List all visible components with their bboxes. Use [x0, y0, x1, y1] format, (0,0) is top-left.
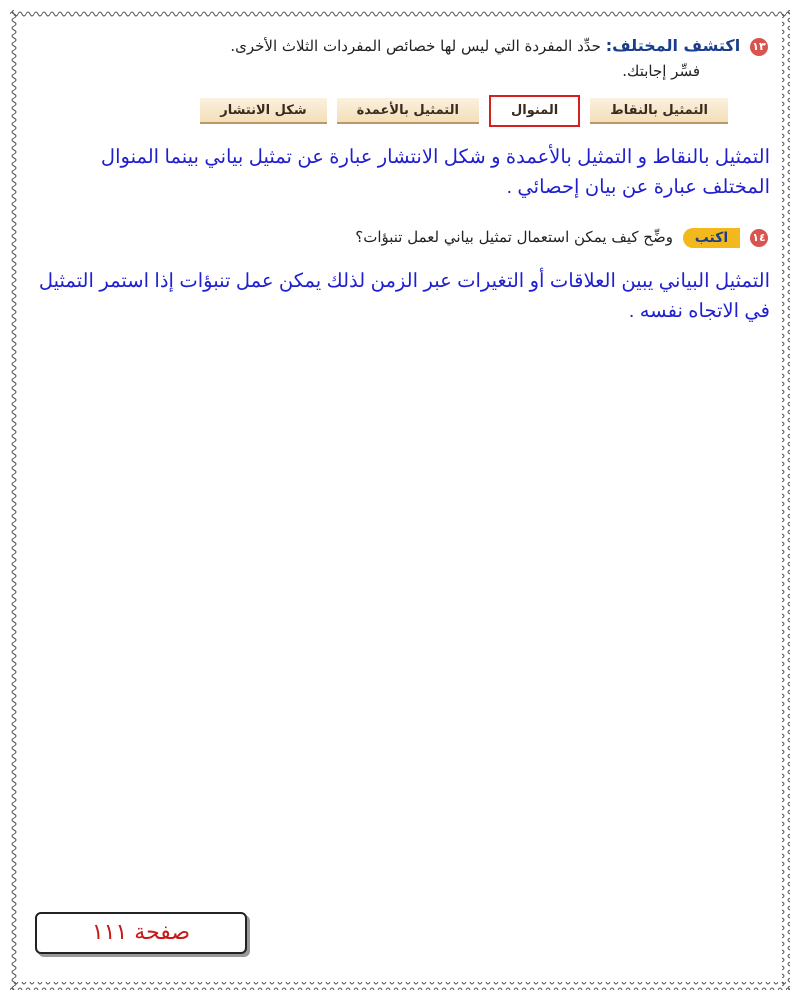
question-14-prompt: وضِّح كيف يمكن استعمال تمثيل بياني لعمل تنبؤات؟: [355, 228, 673, 246]
question-number-14: ١٤: [750, 229, 768, 247]
answer-13: التمثيل بالنقاط و التمثيل بالأعمدة و شكل الانتشار عبارة عن تمثيل بياني بينما المنوال المختلف عبارة عن بيان إحصائي .: [100, 146, 770, 198]
question-13: [230, 36, 768, 56]
option-bar-graph[interactable]: التمثيل بالأعمدة: [337, 98, 479, 124]
page-number-label: صفحة ١١١: [35, 912, 247, 954]
option-mode-selected[interactable]: المنوال: [489, 95, 580, 127]
question-13-title: اكتشف المختلف:: [605, 36, 741, 55]
question-number-13: ١٣: [750, 38, 768, 56]
worksheet-content: [30, 30, 770, 970]
question-14: [355, 228, 768, 248]
option-dot-plot[interactable]: التمثيل بالنقاط: [590, 98, 728, 124]
option-scatter-plot[interactable]: شكل الانتشار: [200, 98, 326, 124]
write-badge: اكتب: [683, 228, 740, 248]
question-13-prompt: حدِّد المفردة التي ليس لها خصائص المفردات الثلاث الأخرى.: [230, 37, 601, 55]
options-row: [190, 98, 728, 127]
question-13-prompt-2: فسِّر إجابتك.: [622, 62, 700, 80]
answer-14: التمثيل البياني يبين العلاقات أو التغيرات عبر الزمن لذلك يمكن عمل تنبؤات إذا استمر التمثيل في الاتجاه نفسه .: [38, 270, 770, 322]
